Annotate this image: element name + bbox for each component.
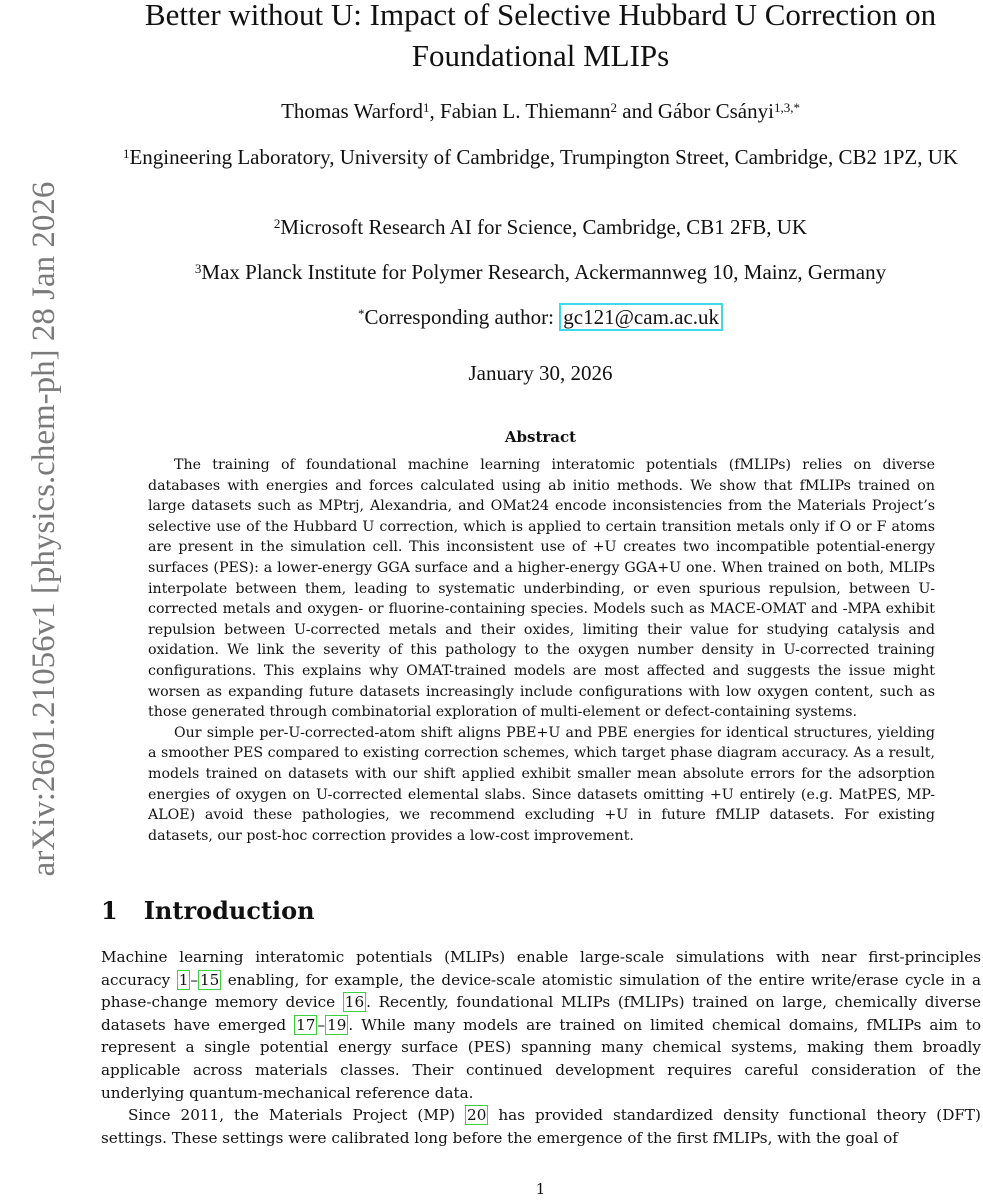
citation-dash: – bbox=[190, 970, 198, 989]
author-affiliation-mark: 1,3,* bbox=[773, 100, 800, 115]
publication-date: January 30, 2026 bbox=[468, 361, 613, 385]
intro-paragraph-1 bbox=[101, 946, 981, 1104]
citation-link[interactable]: 17 bbox=[296, 1015, 316, 1034]
author-affiliation-mark: 2 bbox=[610, 100, 618, 115]
corresponding-label: Corresponding author: bbox=[364, 305, 560, 329]
affiliation-text: Microsoft Research AI for Science, Cambridge, CB1 2FB, UK bbox=[280, 215, 808, 239]
affiliation-mark: 1 bbox=[122, 146, 130, 161]
author-list bbox=[100, 98, 981, 124]
abstract bbox=[148, 455, 935, 846]
author-name: Thomas Warford bbox=[281, 99, 424, 123]
author-name: Fabian L. Thiemann bbox=[440, 99, 611, 123]
citation-link[interactable]: 1 bbox=[178, 970, 189, 989]
citation-link[interactable]: 16 bbox=[344, 993, 365, 1012]
page-number: 1 bbox=[535, 1180, 546, 1198]
intro-text: . While many models are trained on limited chemical domains, fMLIPs aim to represent a single potential energy surface (PES) spanning many chemical systems, making them broadly applicable across materials classes. Their continued development requires careful consideration of the underlying quantum-mechanical reference data. bbox=[101, 1015, 981, 1102]
abstract-heading: Abstract bbox=[504, 428, 577, 446]
section-heading-introduction bbox=[101, 896, 315, 925]
section-title: Introduction bbox=[143, 896, 315, 925]
citation-link[interactable]: 15 bbox=[199, 970, 220, 989]
author-name: Gábor Csányi bbox=[657, 99, 774, 123]
affiliation-mark: 3 bbox=[194, 261, 202, 276]
author-separator: and bbox=[617, 99, 658, 123]
section-number: 1 bbox=[101, 896, 118, 925]
email-link[interactable]: gc121@cam.ac.uk bbox=[559, 303, 723, 331]
intro-text: Machine learning interatomic potentials (MLIPs) enable large-scale simulations with near first-principles accuracy bbox=[101, 948, 981, 989]
intro-text: has provided standardized density functional theory (DFT) settings. These settings were calibrated long before the emergence of the first fMLIPs, with the goal of bbox=[101, 1106, 981, 1147]
corresponding-author bbox=[100, 304, 981, 330]
affiliation-3 bbox=[100, 259, 981, 285]
author-separator: , bbox=[429, 99, 441, 123]
author-affiliation-mark: 1 bbox=[423, 100, 430, 115]
citation-dash: – bbox=[317, 1015, 326, 1034]
affiliation-2 bbox=[100, 214, 981, 240]
intro-text: enabling, for example, the device-scale atomistic simulation of the entire write/erase cycle in a phase-change memory device bbox=[101, 970, 982, 1012]
affiliation-text: Max Planck Institute for Polymer Research, Ackermannweg 10, Mainz, Germany bbox=[201, 260, 887, 284]
intro-text: . Recently, foundational MLIPs (fMLIPs) trained on large, chemically diverse datasets have emerged bbox=[101, 993, 981, 1034]
affiliation-mark: 2 bbox=[273, 216, 281, 231]
abstract-paragraph-2: Our simple per-U-corrected-atom shift aligns PBE+U and PBE energies for identical structures, yielding a smoother PES compared to existing correction schemes, which target phase diagram accuracy. As a result, models trained on datasets with our shift applied exhibit smaller mean absolute errors for the adsorption energies of oxygen on U-corrected elemental slabs. Since datasets omitting +U entirely (e.g. MatPES, MP-ALOE) avoid these pathologies, we recommend excluding +U in future fMLIP datasets. For existing datasets, our post-hoc correction provides a low-cost improvement. bbox=[148, 724, 935, 844]
citation-link[interactable]: 20 bbox=[467, 1106, 487, 1125]
abstract-paragraph-1: The training of foundational machine learning interatomic potentials (fMLIPs) relies on diverse databases with energies and forces calculated using ab initio methods. We show that fMLIPs trained on large datasets such as MPtrj, Alexandria, and OMat24 encode inconsistencies from the Materials Project’s selective use of the Hubbard U correction, which is applied to certain transition metals only if O or F atoms are present in the simulation cell. This inconsistent use of +U creates two incompatible potential-energy surfaces (PES): a lower-energy GGA surface and a higher-energy GGA+U one. When trained on both, MLIPs interpolate between them, leading to systematic underbinding, or even spurious repulsion, between U-corrected metals and oxygen- or fluorine-containing species. Models such as MACE-OMAT and -MPA exhibit repulsion between U-corrected metals and their oxides, limiting their value for studying catalysis and oxidation. We link the severity of this pathology to the oxygen number density in U-corrected training configurations. This explains why OMAT-trained models are most affected and suggests the issue might worsen as expanding future datasets increasingly include configurations with low oxygen content, such as those generated through combinatorial exploration of multi-element or defect-containing systems. bbox=[148, 457, 935, 721]
introduction-body bbox=[101, 946, 981, 1149]
citation-link[interactable]: 19 bbox=[327, 1015, 347, 1034]
affiliation-text: Engineering Laboratory, University of Cambridge, Trumpington Street, Cambridge, CB2 1PZ, UK bbox=[129, 145, 959, 169]
intro-text: Since 2011, the Materials Project (MP) bbox=[128, 1106, 466, 1125]
paper-title: Better without U: Impact of Selective Hubbard U Correction on Foundational MLIPs bbox=[144, 0, 937, 73]
arxiv-stamp bbox=[4, 118, 62, 940]
corresponding-mark: * bbox=[357, 306, 365, 321]
intro-paragraph-2 bbox=[101, 1104, 981, 1149]
arxiv-stamp-text: arXiv:2601.21056v1 [physics.chem-ph] 28 Jan 2026 bbox=[26, 181, 62, 877]
affiliation-1 bbox=[100, 144, 981, 170]
